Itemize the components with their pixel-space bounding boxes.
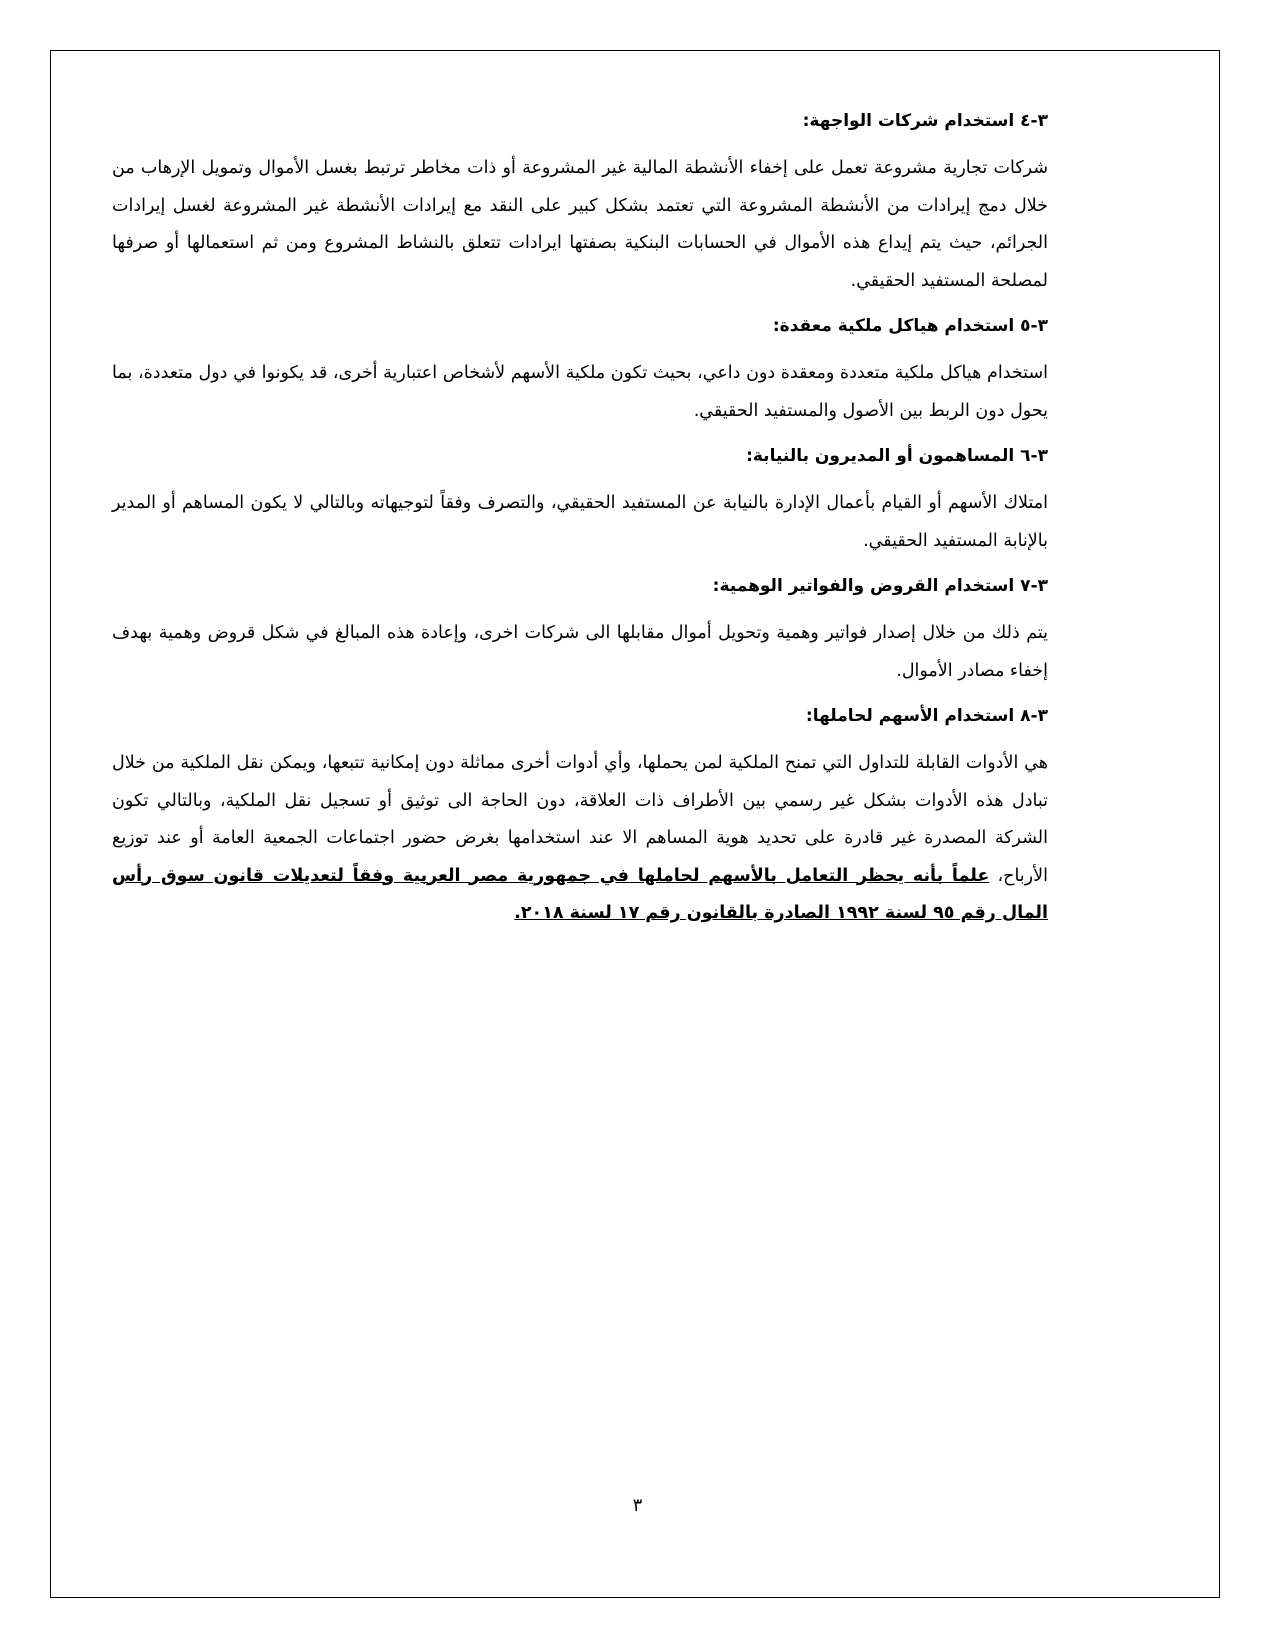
section-paragraph	[112, 745, 1048, 933]
section-heading: ٣-٤ استخدام شركات الواجهة:	[802, 111, 1048, 131]
section-heading: ٣-٦ المساهمون أو المديرون بالنيابة:	[746, 446, 1048, 466]
section-heading: ٣-٨ استخدام الأسهم لحاملها:	[805, 706, 1048, 726]
section-heading: ٣-٧ استخدام القروض والفواتير الوهمية:	[712, 576, 1048, 596]
emphasized-legal-note: علماً بأنه يحظر التعامل بالأسهم لحاملها في جمهورية مصر العربية وفقاً لتعديلات قانون سوق رأس المال رقم ٩٥ لسنة ١٩٩٢ الصادرة بالقانون رقم ١٧ لسنة ٢٠١٨.	[112, 865, 1048, 923]
section-paragraph: يتم ذلك من خلال إصدار فواتير وهمية وتحويل أموال مقابلها الى شركات اخرى، وإعادة هذه المبالغ في شكل قروض وهمية بهدف إخفاء مصادر الأموال.	[112, 623, 1048, 681]
section-complex-ownership	[112, 313, 1048, 430]
section-paragraph: امتلاك الأسهم أو القيام بأعمال الإدارة بالنيابة عن المستفيد الحقيقي، والتصرف وفقاً لتوجيهاته وبالتالي لا يكون المساهم أو المدير بالإنابة المستفيد الحقيقي.	[112, 493, 1048, 551]
section-heading: ٣-٥ استخدام هياكل ملكية معقدة:	[772, 316, 1048, 336]
document-body	[112, 108, 1048, 946]
section-paragraph: شركات تجارية مشروعة تعمل على إخفاء الأنشطة المالية غير المشروعة أو ذات مخاطر ترتبط بغسل الأموال وتمويل الإرهاب من خلال دمج إيرادات من الأنشطة المشروعة التي تعتمد بشكل كبير على النقد مع إيرادات الأنشطة غير المشروعة لغسل إيرادات الجرائم، حيث يتم إيداع هذه الأموال في الحسابات البنكية بصفتها ايرادات تتعلق بالنشاط المشروع ومن ثم استعمالها أو صرفها لمصلحة المستفيد الحقيقي.	[112, 158, 1048, 291]
section-paragraph: استخدام هياكل ملكية متعددة ومعقدة دون داعي، بحيث تكون ملكية الأسهم لأشخاص اعتبارية أخرى، قد يكونوا في دول متعددة، بما يحول دون الربط بين الأصول والمستفيد الحقيقي.	[112, 363, 1048, 421]
page-number: ٣	[632, 1495, 643, 1516]
section-fake-loans-invoices	[112, 573, 1048, 690]
section-nominee-shareholders	[112, 443, 1048, 560]
section-bearer-shares	[112, 703, 1048, 933]
section-front-companies	[112, 108, 1048, 300]
paragraph-text: هي الأدوات القابلة للتداول التي تمنح الملكية لمن يحملها، وأي أدوات أخرى مماثلة دون إمكانية تتبعها، ويمكن نقل الملكية من خلال تبادل هذه الأدوات بشكل غير رسمي بين الأطراف ذات العلاقة، دون الحاجة الى توثيق أو تسجيل نقل الملكية، وبالتالي تكون الشركة المصدرة غير قادرة على تحديد هوية المساهم الا عند استخدامها بغرض حضور اجتماعات الجمعية العامة أو عند توزيع الأرباح،	[112, 753, 1048, 886]
